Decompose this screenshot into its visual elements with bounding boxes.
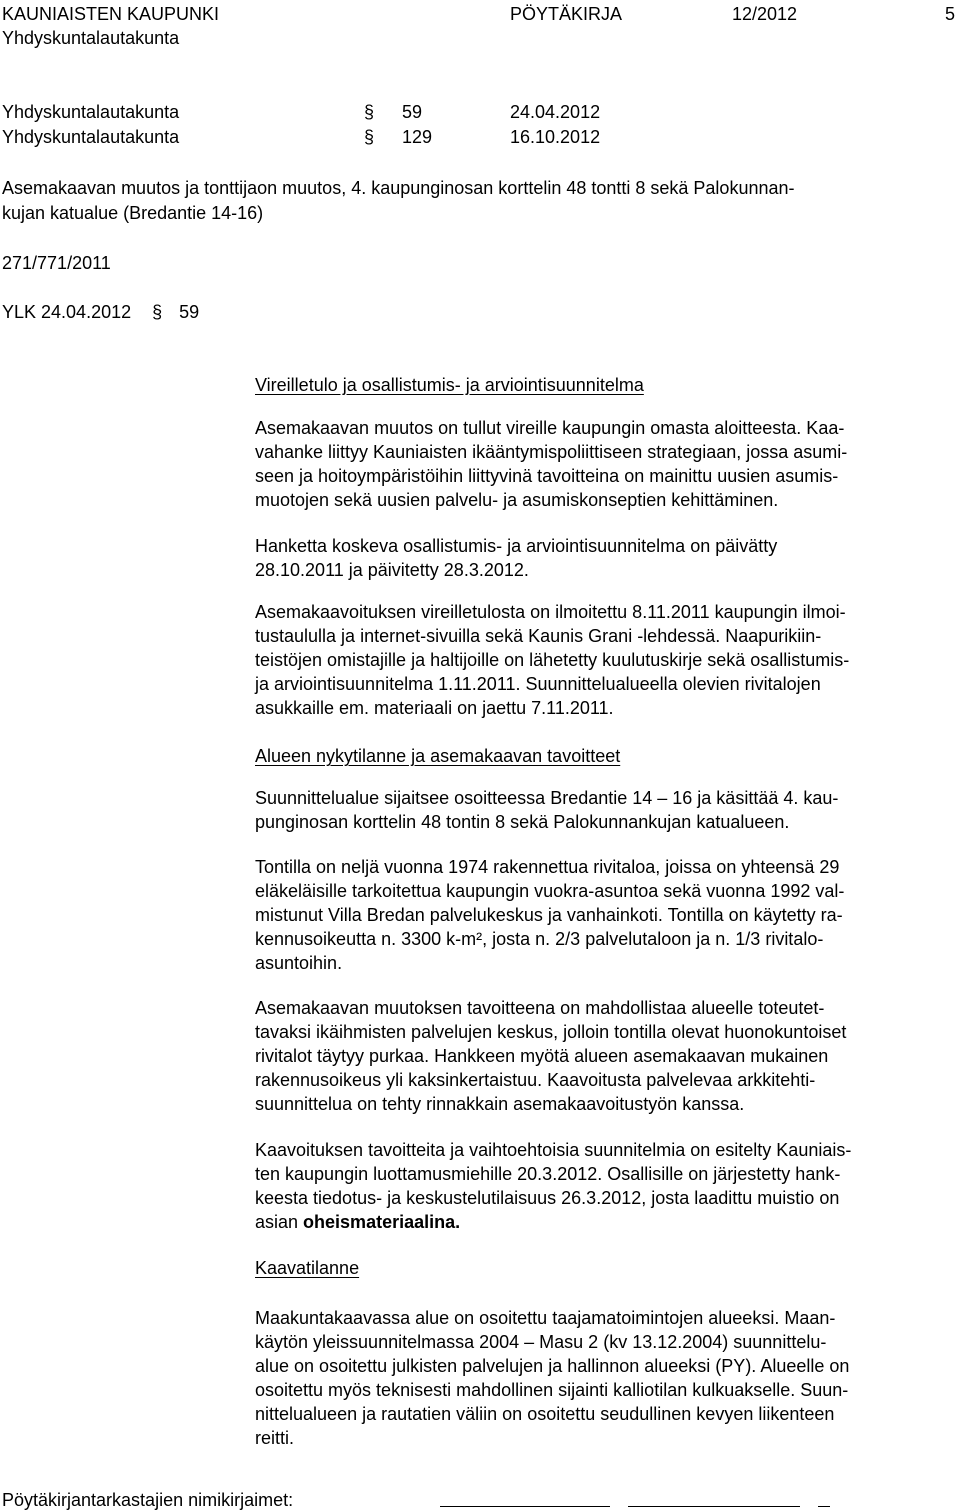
signature-line-1 — [440, 1506, 610, 1507]
header-doc-number: 12/2012 — [732, 4, 798, 24]
paragraph-tontti: Tontilla on neljä vuonna 1974 rakennettua rivitaloa, joissa on yhteensä 29 eläkeläisille tarkoitettua kaupungin vuokra-asuntoa sekä vuonna 1992 val- mistunut Villa Bredan palvelukeskus ja vanhainkoti. Tontilla on käytetty ra- kennusoikeutta n. 3300 k-m², josta n. 2/3 palvelutaloon ja n. 1/3 rivitalo- asuntoihin. — [255, 857, 845, 973]
meeting-row-1-body: Yhdyskuntalautakunta — [2, 102, 180, 122]
signature-line-3 — [818, 1506, 830, 1507]
header-org: KAUNIAISTEN KAUPUNKI — [2, 4, 220, 24]
ylk-prefix: YLK 24.04.2012 — [2, 302, 132, 322]
paragraph-esittely: Kaavoituksen tavoitteita ja vaihtoehtoisia suunnitelmia on esitelty Kauniais- ten kaupungin luottamusmiehille 20.3.2012. Osallisille on järjestetty hank- keesta tiedotus- ja keskustelutilaisuus 26.3.2012, josta laadittu muistio on asian oheismateriaalina. — [255, 1140, 852, 1232]
header-page-number: 5 — [945, 4, 956, 24]
document-title-line-2: kujan katualue (Bredantie 14-16) — [2, 203, 264, 223]
heading-nykytilanne: Alueen nykytilanne ja asemakaavan tavoitteet — [255, 746, 621, 766]
paragraph-tavoite: Asemakaavan muutoksen tavoitteena on mahdollistaa alueelle toteutet- tavaksi ikäihmisten palvelujen keskus, jolloin tontilla olevat huonokuntoiset rivitalot täytyy purkaa. Hankkeen myötä alueen asemakaavan mukainen rakennusoikeus yli kaksinkertaistuu. Kaavoitusta palvelevaa arkkitehti- suunnittelua on tehty rinnakkain asemakaavoitustyön kanssa. — [255, 998, 847, 1114]
heading-vireilletulo: Vireilletulo ja osallistumis- ja arviointisuunnitelma — [255, 375, 644, 395]
ylk-section: 59 — [179, 302, 200, 322]
header-doc-type: PÖYTÄKIRJA — [510, 4, 623, 24]
paragraph-kaavatilanne: Maakuntakaavassa alue on osoitettu taajamatoimintojen alueeksi. Maan- käytön yleissuunnitelmassa 2004 – Masu 2 (kv 13.12.2004) suunnittelu- alue on osoitettu julkisten palvelujen ja hallinnon alueeksi (PY). Alueelle on osoitettu myös teknisesti mahdollinen sijainti kalliotilan kulkuakselle. Suun- nittelualueen ja rautatien väliin on osoitettu seudullinen kevyen liikenteen reitti. — [255, 1308, 850, 1448]
ylk-section-symbol: § — [152, 302, 163, 322]
paragraph-osallistumissuunnitelma: Hanketta koskeva osallistumis- ja arviointisuunnitelma on päivätty 28.10.2011 ja päivitetty 28.3.2012. — [255, 536, 778, 580]
record-number: 271/771/2011 — [2, 253, 111, 273]
meeting-row-1-date: 24.04.2012 — [510, 102, 601, 122]
meeting-row-1-section: 59 — [402, 102, 423, 122]
document-title-line-1: Asemakaavan muutos ja tonttijaon muutos, 4. kaupunginosan korttelin 48 tontti 8 sekä Palokunnan- — [2, 178, 795, 198]
ylk-reference — [2, 301, 199, 323]
footer-signatures-label: Pöytäkirjantarkastajien nimikirjaimet: — [2, 1490, 294, 1510]
meeting-row-2-section: 129 — [402, 127, 433, 147]
paragraph-vireilletulo: Asemakaavan muutos on tullut vireille kaupungin omasta aloitteesta. Kaa- vahanke liittyy Kauniaisten ikääntymispoliittiseen strategiaan, jossa asumi- seen ja hoitoympäristöihin liittyvinä tavoitteina on mainittu uusien asumis- muotojen sekä uusien palvelu- ja asumiskonseptien kehittäminen. — [255, 418, 848, 510]
paragraph-ilmoitus: Asemakaavoituksen vireilletulosta on ilmoitettu 8.11.2011 kaupungin ilmoi- tustaululla ja internet-sivuilla sekä Kaunis Grani -lehdessä. Naapurikiin- teistöjen omistajille ja haltijoille on lähetetty kuulutuskirje sekä osallistumis- ja arviointisuunnitelma 1.11.2011. Suunnittelualueella olevien rivitalojen asukkaille em. materiaali on jaettu 7.11.2011. — [255, 602, 850, 718]
meeting-row-2-section-symbol: § — [363, 127, 374, 147]
header-committee: Yhdyskuntalautakunta — [2, 28, 180, 48]
heading-kaavatilanne: Kaavatilanne — [255, 1258, 360, 1278]
meeting-row-2-body: Yhdyskuntalautakunta — [2, 127, 180, 147]
paragraph-suunnittelualue: Suunnittelualue sijaitsee osoitteessa Bredantie 14 – 16 ja käsittää 4. kau- punginosan korttelin 48 tontin 8 sekä Palokunnankujan katualueen. — [255, 788, 839, 832]
meeting-row-2-date: 16.10.2012 — [510, 127, 601, 147]
meeting-row-1-section-symbol: § — [363, 102, 374, 122]
signature-line-2 — [628, 1506, 800, 1507]
oheismateriaali-reference: oheismateriaalina. — [303, 1212, 461, 1232]
